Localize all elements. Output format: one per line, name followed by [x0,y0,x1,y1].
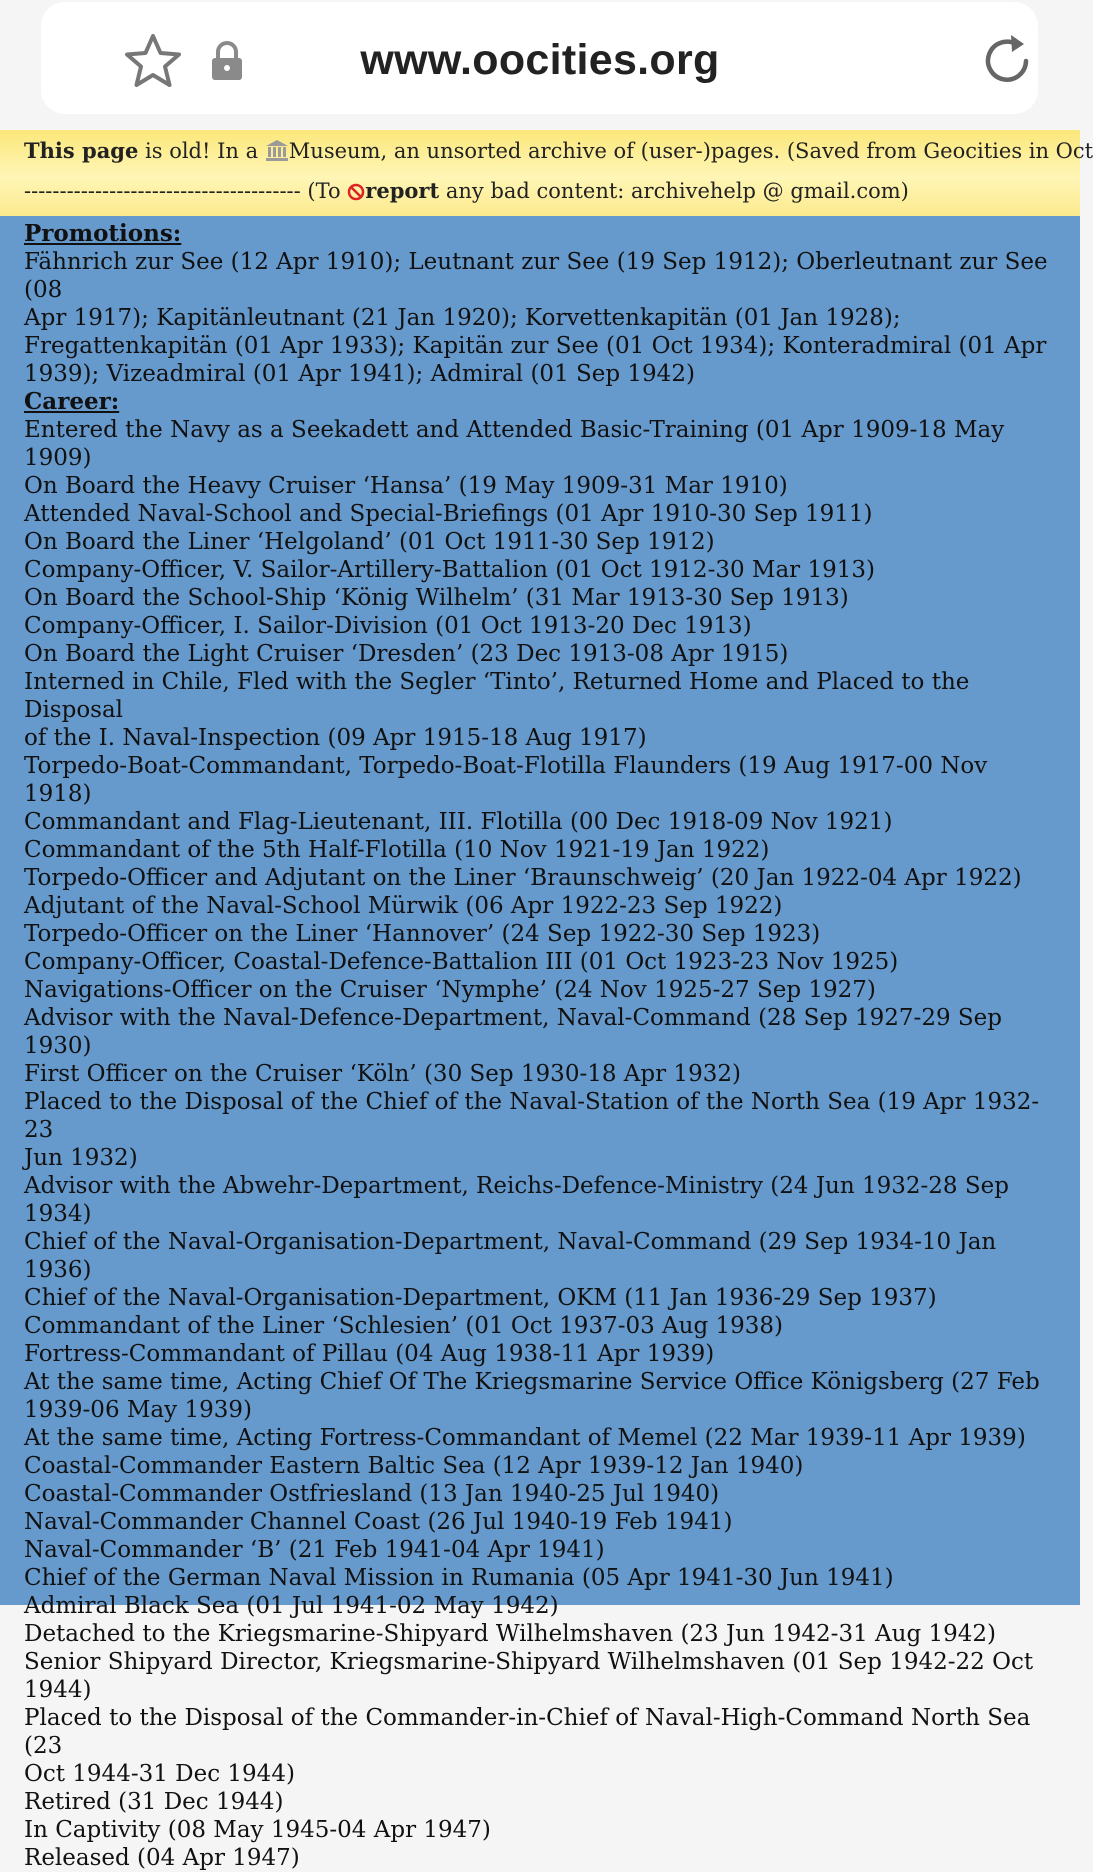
career-line: Senior Shipyard Director, Kriegsmarine-Shipyard Wilhelmshaven (01 Sep 1942-22 Oct [24,1649,1034,1675]
career-line: On Board the School-Ship ‘König Wilhelm’ (31 Mar 1913-30 Sep 1913) [24,585,849,611]
career-line: Jun 1932) [24,1145,138,1171]
page-content [0,216,1080,1871]
career-line: Fortress-Commandant of Pillau (04 Aug 1938-11 Apr 1939) [24,1341,715,1367]
banner-dashes: --------------------------------------- (To [24,179,348,203]
career-line: At the same time, Acting Fortress-Commandant of Memel (22 Mar 1939-11 Apr 1939) [24,1425,1026,1451]
banner-bold-text: This page [24,138,139,163]
career-line: Placed to the Disposal of the Chief of the Naval-Station of the North Sea (19 Apr 1932-23 [24,1089,1040,1143]
career-line: Entered the Navy as a Seekadett and Attended Basic-Training (01 Apr 1909-18 May 1909) [24,417,1005,471]
banner-line-2 [24,178,909,203]
career-line: Company-Officer, Coastal-Defence-Battalion III (01 Oct 1923-23 Nov 1925) [24,949,899,975]
banner-museum-text: Museum, an unsorted archive of (user-)pages. (Saved from Geocities in Oct [288,139,1093,163]
archive-notice-banner [0,130,1093,217]
career-list [24,416,1054,1872]
banner-contact-text: any bad content: archivehelp @ gmail.com) [439,179,909,203]
museum-icon [265,139,289,161]
promotion-line: 1939); Vizeadmiral (01 Apr 1941); Admiral (01 Sep 1942) [24,361,695,387]
banner-text: is old! In a [138,139,265,163]
career-line: Chief of the Naval-Organisation-Department, OKM (11 Jan 1936-29 Sep 1937) [24,1285,937,1311]
career-line: Placed to the Disposal of the Commander-in-Chief of Naval-High-Command North Sea (23 [24,1705,1031,1759]
career-line: Torpedo-Officer on the Liner ‘Hannover’ (24 Sep 1922-30 Sep 1923) [24,921,821,947]
career-line: Naval-Commander ‘B’ (21 Feb 1941-04 Apr 1941) [24,1537,605,1563]
career-line: Navigations-Officer on the Cruiser ‘Nymphe’ (24 Nov 1925-27 Sep 1927) [24,977,876,1003]
career-line: of the I. Naval-Inspection (09 Apr 1915-18 Aug 1917) [24,725,647,751]
career-line: Company-Officer, I. Sailor-Division (01 Oct 1913-20 Dec 1913) [24,613,752,639]
career-line: At the same time, Acting Chief Of The Kriegsmarine Service Office Königsberg (27 Feb [24,1369,1040,1395]
career-line: Released (04 Apr 1947) [24,1845,300,1871]
promotion-line: Fähnrich zur See (12 Apr 1910); Leutnant zur See (19 Sep 1912); Oberleutnant zur See (08 [24,249,1048,303]
promotions-heading: Promotions: [24,220,182,247]
url-text[interactable]: www.oocities.org [360,36,720,84]
career-line: Chief of the German Naval Mission in Rumania (05 Apr 1941-30 Jun 1941) [24,1565,894,1591]
career-line: Coastal-Commander Ostfriesland (13 Jan 1940-25 Jul 1940) [24,1481,720,1507]
career-line: In Captivity (08 May 1945-04 Apr 1947) [24,1817,491,1843]
promotion-line: Fregattenkapitän (01 Apr 1933); Kapitän zur See (01 Oct 1934); Konteradmiral (01 Apr [24,333,1047,359]
career-line: First Officer on the Cruiser ‘Köln’ (30 Sep 1930-18 Apr 1932) [24,1061,741,1087]
career-line: Commandant of the Liner ‘Schlesien’ (01 Oct 1937-03 Aug 1938) [24,1313,784,1339]
career-line: Commandant of the 5th Half-Flotilla (10 Nov 1921-19 Jan 1922) [24,837,770,863]
career-line: Attended Naval-School and Special-Briefings (01 Apr 1910-30 Sep 1911) [24,501,873,527]
career-line: On Board the Heavy Cruiser ‘Hansa’ (19 May 1909-31 Mar 1910) [24,473,788,499]
career-line: Oct 1944-31 Dec 1944) [24,1761,295,1787]
career-line: Naval-Commander Channel Coast (26 Jul 1940-19 Feb 1941) [24,1509,733,1535]
career-line: Company-Officer, V. Sailor-Artillery-Battalion (01 Oct 1912-30 Mar 1913) [24,557,875,583]
career-heading: Career: [24,388,120,415]
career-line: Coastal-Commander Eastern Baltic Sea (12 Apr 1939-12 Jan 1940) [24,1453,804,1479]
browser-toolbar [0,0,1080,130]
no-entry-icon [347,183,365,201]
career-line: Torpedo-Officer and Adjutant on the Liner ‘Braunschweig’ (20 Jan 1922-04 Apr 1922) [24,865,1022,891]
banner-line-1 [24,138,1093,163]
career-line: Retired (31 Dec 1944) [24,1789,284,1815]
career-line: Chief of the Naval-Organisation-Department, Naval-Command (29 Sep 1934-10 Jan 1936) [24,1229,997,1283]
career-line: Advisor with the Abwehr-Department, Reichs-Defence-Ministry (24 Jun 1932-28 Sep 1934) [24,1173,1009,1227]
career-line: 1944) [24,1677,92,1703]
career-line: On Board the Light Cruiser ‘Dresden’ (23 Dec 1913-08 Apr 1915) [24,641,789,667]
promotions-list [24,248,1054,388]
promotion-line: Apr 1917); Kapitänleutnant (21 Jan 1920); Korvettenkapitän (01 Jan 1928); [24,305,901,331]
career-line: Interned in Chile, Fled with the Segler ‘Tinto’, Returned Home and Placed to the Disposal [24,669,970,723]
career-line: Adjutant of the Naval-School Mürwik (06 Apr 1922-23 Sep 1922) [24,893,783,919]
career-line: Torpedo-Boat-Commandant, Torpedo-Boat-Flotilla Flaunders (19 Aug 1917-00 Nov 1918) [24,753,988,807]
report-link[interactable]: report [365,178,440,203]
career-line: 1939-06 May 1939) [24,1397,252,1423]
career-line: Detached to the Kriegsmarine-Shipyard Wilhelmshaven (23 Jun 1942-31 Aug 1942) [24,1621,996,1647]
career-line: On Board the Liner ‘Helgoland’ (01 Oct 1911-30 Sep 1912) [24,529,715,555]
career-line: Admiral Black Sea (01 Jul 1941-02 May 1942) [24,1593,559,1619]
career-line: Commandant and Flag-Lieutenant, III. Flotilla (00 Dec 1918-09 Nov 1921) [24,809,893,835]
career-line: Advisor with the Naval-Defence-Department, Naval-Command (28 Sep 1927-29 Sep 1930) [24,1005,1002,1059]
